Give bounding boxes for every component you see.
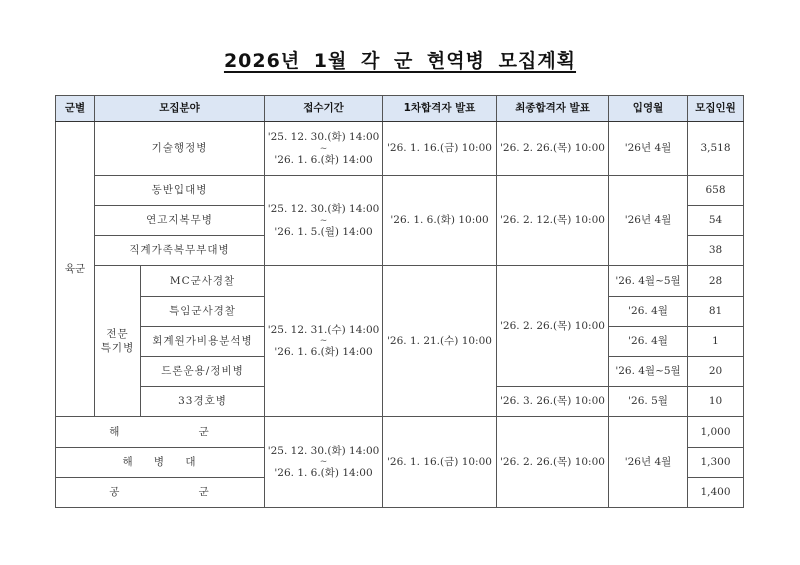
period-end: '26. 1. 6.(화) 14:00 bbox=[274, 467, 373, 479]
period-start: '25. 12. 31.(수) 14:00 bbox=[267, 323, 380, 336]
header-row bbox=[56, 96, 744, 122]
table-row bbox=[56, 417, 744, 448]
field-cell: 동반입대병 bbox=[95, 176, 265, 206]
field-cell: 특임군사경찰 bbox=[141, 297, 265, 327]
enlist-cell: '26년 4월 bbox=[609, 176, 688, 266]
period-cell bbox=[265, 266, 383, 417]
period-end: '26. 1. 6.(화) 14:00 bbox=[274, 153, 373, 166]
count-cell: 1,400 bbox=[688, 478, 744, 508]
count-cell: 1,000 bbox=[688, 417, 744, 448]
count-cell: 1 bbox=[688, 327, 744, 357]
count-cell: 10 bbox=[688, 387, 744, 417]
table-row bbox=[56, 122, 744, 176]
final-announce-cell: '26. 2. 26.(목) 10:00 bbox=[497, 266, 609, 387]
field-cell: 회계원가비용분석병 bbox=[141, 327, 265, 357]
period-end: '26. 1. 5.(월) 14:00 bbox=[274, 225, 373, 238]
table-row bbox=[56, 176, 744, 206]
field-cell: 연고지복무병 bbox=[95, 206, 265, 236]
final-announce-cell: '26. 3. 26.(목) 10:00 bbox=[497, 387, 609, 417]
first-announce-cell: '26. 1. 6.(화) 10:00 bbox=[383, 176, 497, 266]
table-row bbox=[56, 266, 744, 297]
header-count: 모집인원 bbox=[688, 96, 744, 122]
header-enlist-month: 입영월 bbox=[609, 96, 688, 122]
field-cell: 기술행정병 bbox=[95, 122, 265, 176]
count-cell: 81 bbox=[688, 297, 744, 327]
header-field: 모집분야 bbox=[95, 96, 265, 122]
enlist-cell: '26. 5월 bbox=[609, 387, 688, 417]
enlist-cell: '26. 4월~5월 bbox=[609, 357, 688, 387]
first-announce-cell: '26. 1. 16.(금) 10:00 bbox=[383, 122, 497, 176]
branch-airforce: 공 군 bbox=[56, 478, 265, 508]
specialist-group-line2: 특기병 bbox=[100, 342, 135, 354]
final-announce-cell: '26. 2. 26.(목) 10:00 bbox=[497, 417, 609, 508]
count-cell: 28 bbox=[688, 266, 744, 297]
page-title bbox=[0, 46, 800, 73]
period-start: '25. 12. 30.(화) 14:00 bbox=[267, 444, 380, 457]
branch-army: 육군 bbox=[56, 122, 95, 417]
enlist-cell: '26. 4월~5월 bbox=[609, 266, 688, 297]
enlist-cell: '26. 4월 bbox=[609, 297, 688, 327]
header-final-announce: 최종합격자 발표 bbox=[497, 96, 609, 122]
field-cell: 드론운용/정비병 bbox=[141, 357, 265, 387]
count-cell: 20 bbox=[688, 357, 744, 387]
period-end: '26. 1. 6.(화) 14:00 bbox=[274, 346, 373, 358]
field-cell: 33경호병 bbox=[141, 387, 265, 417]
count-cell: 658 bbox=[688, 176, 744, 206]
count-cell: 3,518 bbox=[688, 122, 744, 176]
branch-navy: 해 군 bbox=[56, 417, 265, 448]
field-cell: MC군사경찰 bbox=[141, 266, 265, 297]
final-announce-cell: '26. 2. 12.(목) 10:00 bbox=[497, 176, 609, 266]
final-announce-cell: '26. 2. 26.(목) 10:00 bbox=[497, 122, 609, 176]
header-period: 접수기간 bbox=[265, 96, 383, 122]
header-branch: 군별 bbox=[56, 96, 95, 122]
enlist-cell: '26. 4월 bbox=[609, 327, 688, 357]
first-announce-cell: '26. 1. 21.(수) 10:00 bbox=[383, 266, 497, 417]
period-start: '25. 12. 30.(화) 14:00 bbox=[267, 203, 380, 216]
first-announce-cell: '26. 1. 16.(금) 10:00 bbox=[383, 417, 497, 508]
field-cell: 직계가족복무부대병 bbox=[95, 236, 265, 266]
period-separator: ~ bbox=[319, 457, 328, 467]
enlist-cell: '26년 4월 bbox=[609, 417, 688, 508]
specialist-group-line1: 전문 bbox=[106, 327, 129, 340]
count-cell: 1,300 bbox=[688, 448, 744, 478]
title-text: 2026년 1월 각 군 현역병 모집계획 bbox=[223, 50, 577, 72]
enlist-cell: '26년 4월 bbox=[609, 122, 688, 176]
count-cell: 54 bbox=[688, 206, 744, 236]
header-first-announce: 1차합격자 발표 bbox=[383, 96, 497, 122]
count-cell: 38 bbox=[688, 236, 744, 266]
period-separator: ~ bbox=[319, 336, 328, 346]
period-cell bbox=[265, 122, 383, 176]
recruitment-table bbox=[55, 95, 744, 508]
period-cell bbox=[265, 417, 383, 508]
period-separator: ~ bbox=[319, 215, 328, 226]
period-start: '25. 12. 30.(화) 14:00 bbox=[267, 131, 380, 144]
specialist-group-cell bbox=[95, 266, 141, 417]
period-cell bbox=[265, 176, 383, 266]
branch-marines: 해 병 대 bbox=[56, 448, 265, 478]
period-separator: ~ bbox=[319, 143, 328, 154]
